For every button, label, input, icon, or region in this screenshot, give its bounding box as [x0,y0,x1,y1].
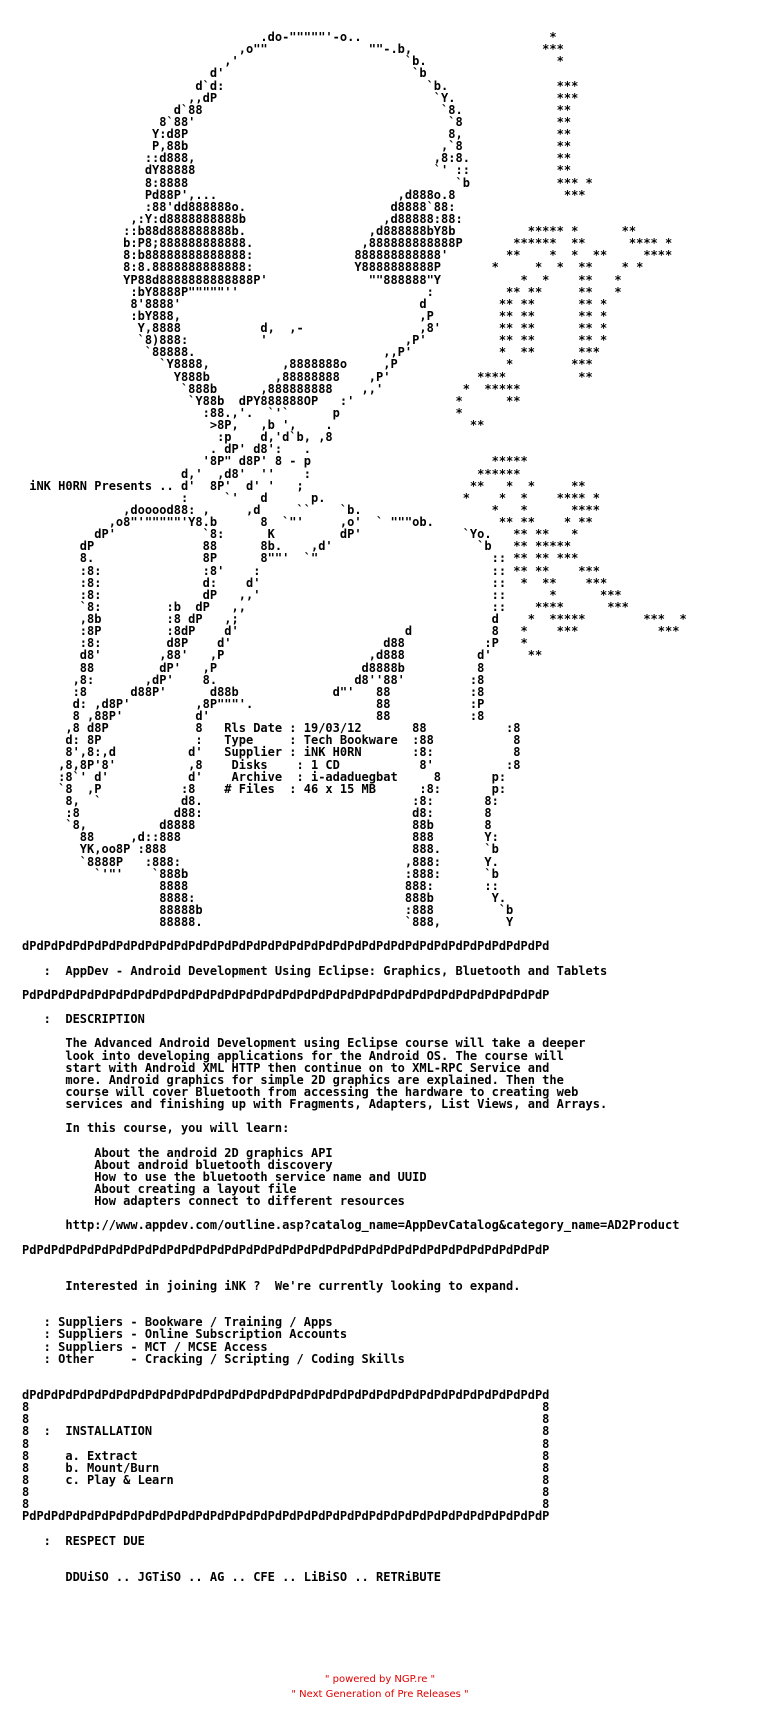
footer-tagline: " Next Generation of Pre Releases " [291,1689,469,1700]
footer-powered-by: " powered by NGP.re " [324,1674,436,1685]
nfo-text: .do-"""""'-o.. * ,o"" ""-.b, *** ,' `b. * d' `b d`d: `b. *** ,,dP `Y. *** d`88 `8. ** 8`88' `8 ** Y:d8P 8, ** P,88b ,`8 ** ::d888, ,8:8. ** dY88888 `' :: ** 8:8888 `b *** * Pd88P',... ,d888o.8 *** :88'dd888888o. d8888`88: ,:Y:d8888888888b ,d88888:88: ::b88d888888888b. ,d888888bY8b ***** * ** b:P8;888888888888. ,888888888888P ****** ** **** * 8:b88888888888888: 888888888888' ** * * ** **** 8:8.8888888888888: Y8888888888P * * * ** * * YP88d8888888888888P' ""888888"Y * * ** * :bY8888P"""""'' : ** ** ** * 8'8888' d ** ** ** * :bY888, ,P ** ** ** * Y,8888 d, ,- ,8' ** ** ** * `8)888: ' ,P' ** ** ** * `88888. ,,P' * ** *** `Y8888, ,8888888o ,P * *** Y888b ,88888888 ,P' **** ** `888b ,888888888 ,,' * ***** `Y88b dPY888888OP :' * ** :88.,'. `'` p * >8P, ,b ', . ** :p d,'d`b, ,8 . dP' d8': . '8P" d8P' 8 - p ***** d,' ,d8' '' : ****** iNK H0RN Presents .. d' 8P' d' ' ; ** * * ** : `' d p. * * * **** * ,dooood88: , ,d `` `b. * * **** ,o8"'"""""'Y8.b 8 `"' ,o' ` """ob. ** ** * ** dP' `8: K dP' `Yo. ** ** * dP 88 8b. ,d' `b ** ***** 8. 8P 8""' `" :: ** ** *** :8: :8' : :: ** ** *** :8: d: d' :: * ** *** :8: dP ,,' :: * *** `8: :b dP ,, :: **** *** ,8b :8 dP ,; d * ***** *** * :8P :8dP d' d 8 * *** *** :8: d8P d' d88 :P * d8' ,88' ,P ,d888 d' ** 88 dP' ,P d8888b 8 ,8: ,dP' 8. d8''88' :8 :8 d88P' d88b d"' 88 :8 d: ,d8P' ,8P"""'. 88 :P 8 ,88P' d' 88 :8 ,8 d8P 8 Rls Date : 19/03/12 88 :8 d: 8P : Type : Tech Bookware :88 8 8',8:,d d' Supplier : iNK H0RN :8: 8 ,8,8P'8' ,8 Disks : 1 CD 8' :8 :8`' d' d' Archive : i-adaduegbat 8 p: `8 ,P :8 # Files : 46 x 15 MB :8: p: 8, ` d8. :8: 8: :8 d88: d8: 8 `8, d8888 88b 8 88 ,d::888 888 Y: YK,oo8P :888 888. `b `8888P :888: ,888: Y. `'"' `888b :888: `b 8888 888: :: 8888: 888b Y. 88888b :888 `b 88888. `888, Y dPdPdPdPdPdPdPdPdPdPdPdPdPdPdPdPdPdPdPdPdPdPdPdPdPdPdPdPdPdPdPdPdPdPdPdPd : AppDev - Android Development Using Eclipse: Graphics, Bluetooth and Tablets PdPdPdPdPdPdPdPdPdPdPdPdPdPdPdPdPdPdPdPdPdPdPdPdPdPdPdPdPdPdPdPdPdPdPdPdP : DESCRIPTION The Advanced Android Development using Eclipse course will take a deeper look into developing applications for the Android OS. The course will start with Android XML HTTP then continue on to XML-RPC Service and more. Android graphics for simple 2D graphics are explained. Then the course will cover Bluetooth from accessing the hardware to creating web services and finishing up with Fragments, Adapters, List Views, and Arrays. In this course, you will learn: About the android 2D graphics API About android bluetooth discovery How to use the bluetooth service name and UUID About creating a layout file How adapters connect to different resources http://www.appdev.com/outline.asp?catalog_name=AppDevCatalog&category_name=AD2Product PdPdPdPdPdPdPdPdPdPdPdPdPdPdPdPdPdPdPdPdPdPdPdPdPdPdPdPdPdPdPdPdPdPdPdPdP Interested in joining iNK ? We're currently looking to expand. : Suppliers - Bookware / Training / Apps : Suppliers - Online Subscription Accounts : Suppliers - MCT / MCSE Access : Other - Cracking / Scripting / Coding Skills dPdPdPdPdPdPdPdPdPdPdPdPdPdPdPdPdPdPdPdPdPdPdPdPdPdPdPdPdPdPdPdPdPdPdPdPd 8 8 8 8 8 : INSTALLATION 8 8 8 8 a. Extract 8 8 b. Mount/Burn 8 8 c. Play & Learn 8 8 8 8 8 PdPdPdPdPdPdPdPdPdPdPdPdPdPdPdPdPdPdPdPdPdPdPdPdPdPdPdPdPdPdPdPdPdPdPdPdP : RESPECT DUE DDUiSO .. JGTiSO .. AG .. CFE .. LiBiSO .. RETRiBUTE [22,30,687,1584]
footer-credits [0,1672,760,1702]
